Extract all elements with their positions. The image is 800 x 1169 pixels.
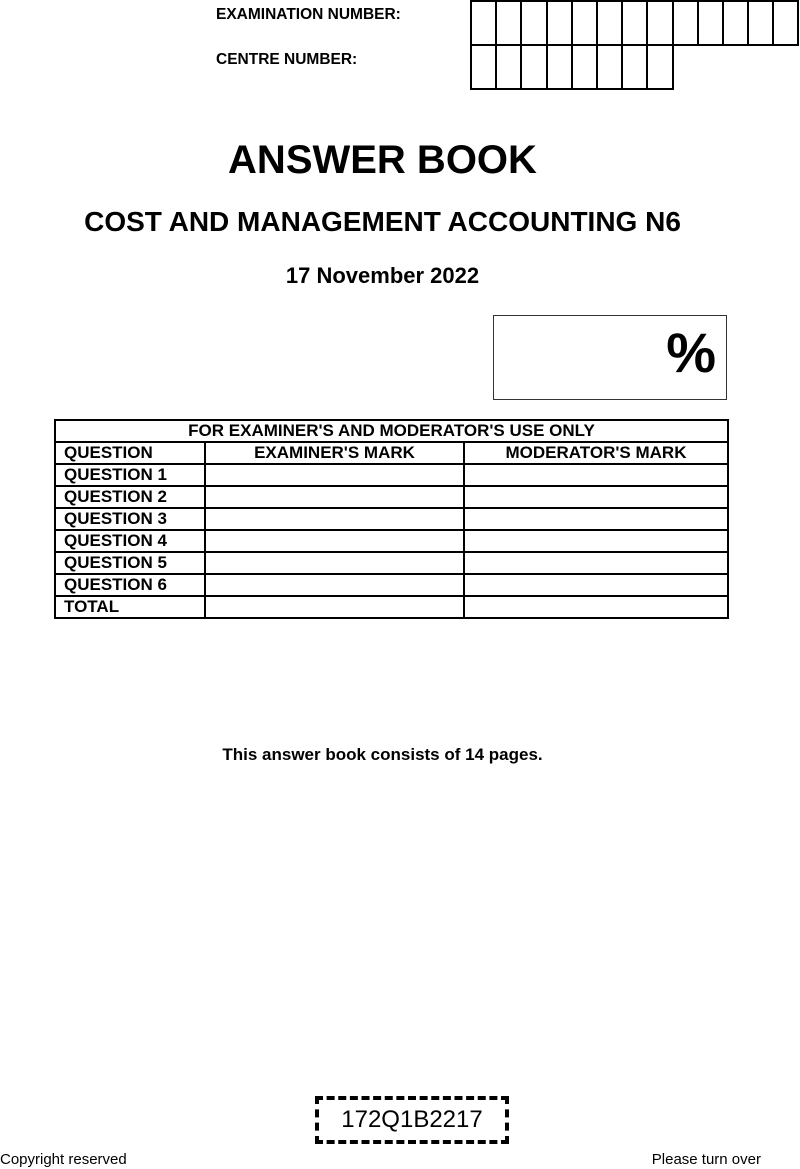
centre-number-digit-box[interactable] — [548, 46, 573, 90]
centre-number-digit-box[interactable] — [522, 46, 547, 90]
centre-number-digit-box[interactable] — [573, 46, 598, 90]
centre-number-digit-box[interactable] — [497, 46, 522, 90]
marks-table — [54, 419, 729, 619]
centre-number-digit-box[interactable] — [623, 46, 648, 90]
exam-date: 17 November 2022 — [285, 263, 480, 288]
exam-number-boxes[interactable] — [470, 0, 799, 46]
percentage-box[interactable] — [493, 315, 727, 400]
centre-number-digit-box[interactable] — [598, 46, 623, 90]
header-question: QUESTION — [55, 442, 205, 464]
question-label: QUESTION 4 — [55, 530, 205, 552]
exam-number-digit-box[interactable] — [774, 0, 799, 46]
exam-number-digit-box[interactable] — [598, 0, 623, 46]
table-row — [55, 574, 728, 596]
centre-number-digit-box[interactable] — [472, 46, 497, 90]
table-row — [55, 486, 728, 508]
moderator-mark-cell[interactable] — [464, 508, 728, 530]
table-row — [55, 530, 728, 552]
question-label: QUESTION 2 — [55, 486, 205, 508]
moderator-mark-cell[interactable] — [464, 530, 728, 552]
exam-number-digit-box[interactable] — [497, 0, 522, 46]
examiner-mark-cell[interactable] — [205, 530, 464, 552]
examiner-mark-cell[interactable] — [205, 596, 464, 618]
examiner-mark-cell[interactable] — [205, 464, 464, 486]
table-row — [55, 596, 728, 618]
moderator-mark-cell[interactable] — [464, 574, 728, 596]
paper-code: 172Q1B2217 — [315, 1096, 509, 1144]
pages-note: This answer book consists of 14 pages. — [222, 745, 543, 764]
centre-number-label: CENTRE NUMBER: — [216, 51, 358, 68]
footer-turn-over: Please turn over — [651, 1151, 761, 1168]
question-label: TOTAL — [55, 596, 205, 618]
table-row — [55, 508, 728, 530]
question-label: QUESTION 6 — [55, 574, 205, 596]
centre-number-digit-box[interactable] — [648, 46, 673, 90]
exam-number-digit-box[interactable] — [623, 0, 648, 46]
exam-number-digit-box[interactable] — [648, 0, 673, 46]
question-label: QUESTION 5 — [55, 552, 205, 574]
exam-number-digit-box[interactable] — [749, 0, 774, 46]
header-examiner-mark: EXAMINER'S MARK — [205, 442, 464, 464]
examiner-mark-cell[interactable] — [205, 486, 464, 508]
exam-number-digit-box[interactable] — [522, 0, 547, 46]
centre-number-boxes[interactable] — [470, 46, 674, 90]
moderator-mark-cell[interactable] — [464, 464, 728, 486]
exam-number-digit-box[interactable] — [472, 0, 497, 46]
moderator-mark-cell[interactable] — [464, 552, 728, 574]
header-moderator-mark: MODERATOR'S MARK — [464, 442, 728, 464]
exam-number-label: EXAMINATION NUMBER: — [216, 6, 401, 23]
moderator-mark-cell[interactable] — [464, 486, 728, 508]
exam-number-digit-box[interactable] — [674, 0, 699, 46]
examiner-mark-cell[interactable] — [205, 552, 464, 574]
exam-number-digit-box[interactable] — [724, 0, 749, 46]
exam-number-digit-box[interactable] — [573, 0, 598, 46]
table-row — [55, 464, 728, 486]
marks-table-caption: FOR EXAMINER'S AND MODERATOR'S USE ONLY — [55, 420, 728, 442]
percent-sign: % — [666, 321, 716, 384]
examiner-mark-cell[interactable] — [205, 508, 464, 530]
examiner-mark-cell[interactable] — [205, 574, 464, 596]
question-label: QUESTION 1 — [55, 464, 205, 486]
question-label: QUESTION 3 — [55, 508, 205, 530]
moderator-mark-cell[interactable] — [464, 596, 728, 618]
exam-number-digit-box[interactable] — [548, 0, 573, 46]
subject-title: COST AND MANAGEMENT ACCOUNTING N6 — [84, 206, 681, 237]
exam-number-digit-box[interactable] — [699, 0, 724, 46]
page-title: ANSWER BOOK — [228, 138, 537, 182]
table-row — [55, 552, 728, 574]
footer-copyright: Copyright reserved — [0, 1151, 127, 1168]
